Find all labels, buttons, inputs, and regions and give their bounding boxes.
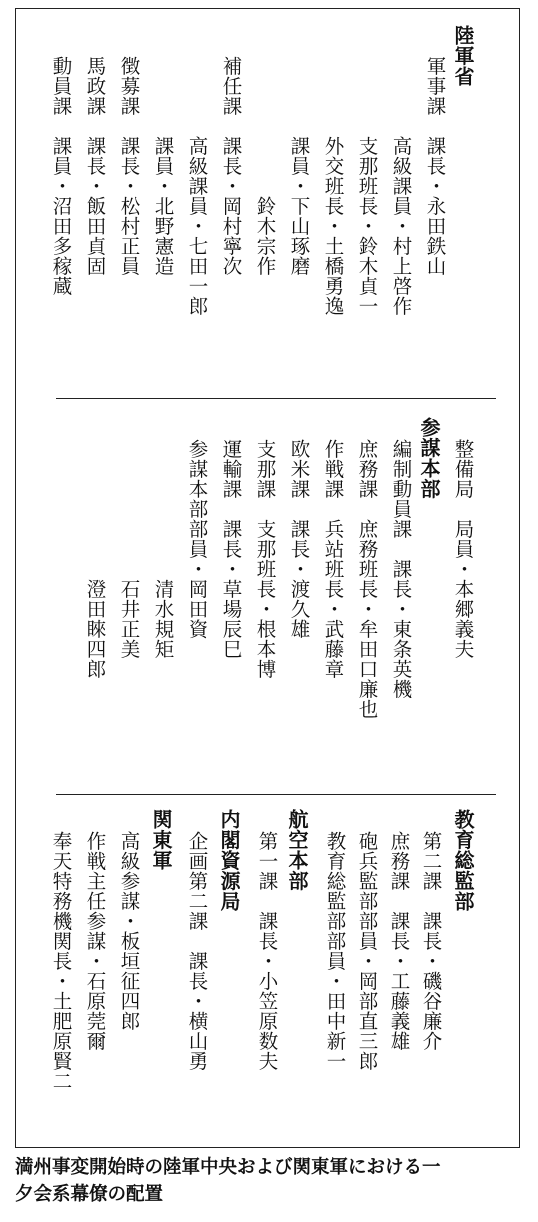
section-divider — [56, 398, 496, 399]
list-item: 石井正美 — [117, 439, 141, 659]
list-item: 補任課 課長・岡村寧次 — [219, 56, 243, 276]
list-item: 企画第二課 課長・横山勇 — [185, 831, 209, 1071]
figure-caption-continued: 夕会系幕僚の配置 — [15, 1184, 164, 1205]
list-item: 課員・北野憲造 — [151, 56, 175, 276]
list-item: 欧米課 課長・渡久雄 — [287, 439, 311, 639]
list-item: 澄田睞四郎 — [83, 439, 107, 679]
section-divider — [56, 794, 496, 795]
section-title-naikakushigenkyoku: 内閣資源局 — [217, 809, 241, 912]
section-title-kokuhonbu: 航空本部 — [285, 809, 309, 891]
list-item: 運輸課 課長・草場辰巳 — [219, 439, 243, 659]
list-item: 作戦主任参謀・石原莞爾 — [83, 831, 107, 1051]
figure-caption: 満州事変開始時の陸軍中央および関東軍における一 — [15, 1157, 441, 1178]
list-item: 第一課 課長・小笠原数夫 — [255, 831, 279, 1071]
list-item: 高級参謀・板垣征四郎 — [117, 831, 141, 1031]
list-item: 作戦課 兵站班長・武藤章 — [321, 439, 345, 679]
list-item: 奉天特務機関長・土肥原賢二 — [49, 831, 73, 1091]
section-title-rikugunsho: 陸軍省 — [451, 25, 475, 87]
list-item: 軍事課 課長・永田鉄山 — [423, 56, 447, 276]
list-item: 庶務課 課長・工藤義雄 — [387, 831, 411, 1051]
section-title-kyoikusokanbu: 教育総監部 — [451, 809, 475, 912]
list-item: 支那課 支那班長・根本博 — [253, 439, 277, 679]
list-item: 清水規矩 — [151, 439, 175, 659]
list-item: 庶務課 庶務班長・牟田口廉也 — [355, 439, 379, 719]
list-item: 課員・下山琢磨 — [287, 56, 311, 276]
section-title-sanbohonbu: 参謀本部 — [417, 417, 441, 499]
list-item: 支那班長・鈴木貞一 — [355, 56, 379, 316]
section-title-kantogun: 関東軍 — [149, 809, 173, 871]
chart-frame — [15, 8, 520, 1148]
list-item: 徴募課 課長・松村正員 — [117, 56, 141, 276]
list-item: 砲兵監部部員・岡部直三郎 — [355, 831, 379, 1071]
list-item: 教育総監部部員・田中新一 — [323, 831, 347, 1071]
list-item: 鈴木宗作 — [253, 56, 277, 276]
list-item: 参謀本部部員・岡田資 — [185, 439, 209, 639]
list-item: 高級課員・七田一郎 — [185, 56, 209, 316]
list-item: 整備局 局員・本郷義夫 — [451, 439, 475, 659]
list-item: 動員課 課員・沼田多稼蔵 — [49, 56, 73, 296]
list-item: 第二課 課長・磯谷廉介 — [419, 831, 443, 1051]
list-item: 馬政課 課長・飯田貞固 — [83, 56, 107, 276]
list-item: 編制動員課 課長・東条英機 — [389, 439, 413, 699]
list-item: 外交班長・土橋勇逸 — [321, 56, 345, 316]
list-item: 高級課員・村上啓作 — [389, 56, 413, 316]
